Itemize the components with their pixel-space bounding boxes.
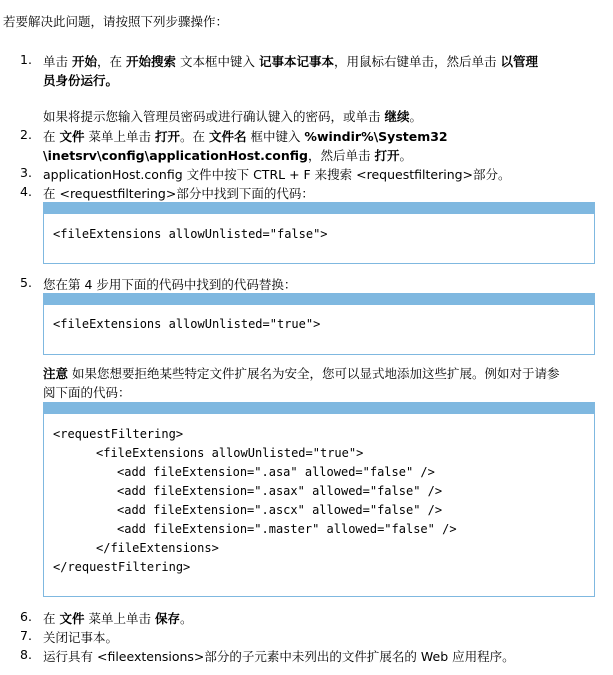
step-number: 7. [20,628,32,643]
code-line: <fileExtensions allowUnlisted="true"> [53,317,321,331]
step-text-line2: \inetsrv\config\applicationHost.config，然后单击 打开。 [43,148,413,163]
code-block [43,202,595,264]
step-6-text: 在 文件 菜单上单击 保存。 [43,611,193,626]
note-text-line2: 阅下面的代码： [43,385,131,400]
step-number: 5. [20,275,32,290]
code-line: <fileExtensions allowUnlisted="true"> [96,446,364,460]
step-text: 单击 开始，在 开始搜索 文本框中键入 记事本记事本，用鼠标右键单击，然后单击 以管理 [43,54,538,69]
code-line: </requestFiltering> [53,560,191,574]
step-text-line2: 员身份运行。 [43,73,119,88]
code-block [43,293,595,355]
step-number: 1. [20,52,32,67]
step-number: 8. [20,647,32,662]
code-line: <fileExtensions allowUnlisted="false"> [53,227,328,241]
step-3-text: applicationHost.config 文件中按下 CTRL + F 来搜索 <requestfiltering>部分。 [43,167,511,182]
step-5-text: 您在第 4 步用下面的代码中找到的代码替换： [43,277,297,292]
step-7-text: 关闭记事本。 [43,630,119,645]
step-number: 2. [20,127,32,142]
step-8-text: 运行具有 <fileextensions>部分的子元素中未列出的文件扩展名的 Web 应用程序。 [43,649,515,664]
step-number: 6. [20,609,32,624]
code-line: <add fileExtension=".asax" allowed="false" /> [117,484,443,498]
code-line: <requestFiltering> [53,427,184,441]
code-block [43,402,595,597]
code-line: </fileExtensions> [96,541,219,555]
note-text: 注意 如果您想要拒绝某些特定文件扩展名为安全，您可以显式地添加这些扩展。例如对于请参 [43,366,560,381]
step-text: 在 文件 菜单上单击 打开。在 文件名 框中键入 %windir%\System32 [43,129,448,144]
step-number: 3. [20,165,32,180]
step-number: 4. [20,184,32,199]
code-line: <add fileExtension=".asa" allowed="false" /> [117,465,435,479]
step-4-text: 在 <requestfiltering>部分中找到下面的代码： [43,186,314,201]
code-line: <add fileExtension=".master" allowed="false" /> [117,522,457,536]
step-subtext: 如果将提示您输入管理员密码或进行确认键入的密码，或单击 继续。 [43,109,423,124]
code-line: <add fileExtension=".ascx" allowed="false" /> [117,503,443,517]
intro-text: 若要解决此问题，请按照下列步骤操作： [3,14,229,29]
